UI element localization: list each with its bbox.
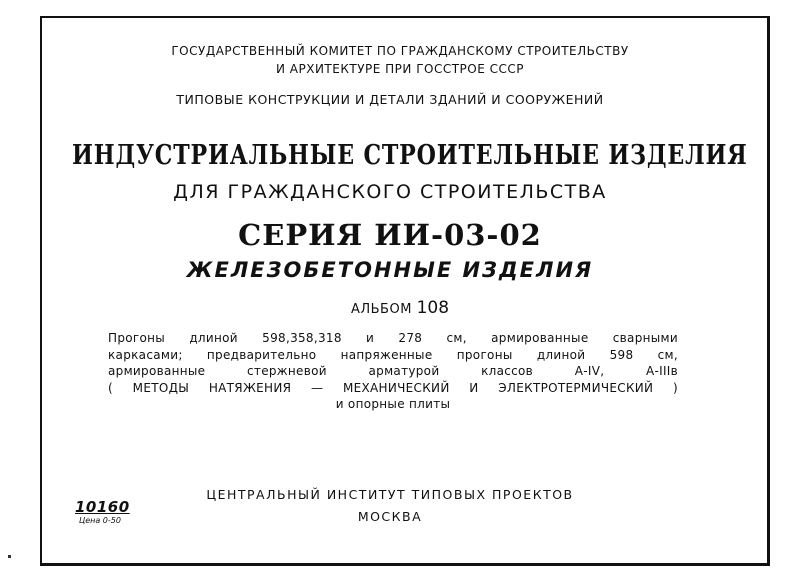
- catalog-stamp: [75, 498, 130, 525]
- org-line-1: ГОСУДАРСТВЕННЫЙ КОМИТЕТ ПО ГРАЖДАНСКОМУ СТРОИТЕЛЬСТВУ: [171, 44, 629, 58]
- description-line-4: ( МЕТОДЫ НАТЯЖЕНИЯ — МЕХАНИЧЕСКИЙ И ЭЛЕКТРОТЕРМИЧЕСКИЙ ): [108, 380, 678, 395]
- org-line-2: И АРХИТЕКТУРЕ ПРИ ГОССТРОЕ СССР: [276, 62, 524, 76]
- series-collection-title: ТИПОВЫЕ КОНСТРУКЦИИ И ДЕТАЛИ ЗДАНИЙ И СООРУЖЕНИЙ: [176, 92, 604, 107]
- album-word: АЛЬБОМ: [350, 302, 412, 317]
- city-name: МОСКВА: [357, 509, 423, 524]
- main-title: ИНДУСТРИАЛЬНЫЕ СТРОИТЕЛЬНЫЕ ИЗДЕЛИЯ: [72, 140, 748, 171]
- description-line-5: и опорные плиты: [335, 397, 451, 411]
- description-line-1: Прогоны длиной 598,358,318 и 278 см, армированные сварными: [108, 331, 678, 345]
- series-number: СЕРИЯ ИИ-03-02: [238, 218, 542, 252]
- description-line-3: армированные стержневой арматурой классов А-IV, А-IIIв: [108, 364, 678, 378]
- main-subtitle: ДЛЯ ГРАЖДАНСКОГО СТРОИТЕЛЬСТВА: [173, 181, 607, 203]
- price-note: Цена 0-50: [79, 516, 121, 525]
- album-number: 108: [416, 298, 450, 318]
- album-description: [108, 330, 678, 413]
- album-label: [0, 298, 800, 318]
- product-title: ЖЕЛЕЗОБЕТОННЫЕ ИЗДЕЛИЯ: [186, 258, 594, 282]
- catalog-code: 10160: [75, 498, 130, 516]
- scan-speck: [8, 555, 11, 558]
- description-line-2: каркасами; предварительно напряженные прогоны длиной 598 см,: [108, 347, 678, 362]
- institute-name: ЦЕНТРАЛЬНЫЙ ИНСТИТУТ ТИПОВЫХ ПРОЕКТОВ: [206, 487, 574, 502]
